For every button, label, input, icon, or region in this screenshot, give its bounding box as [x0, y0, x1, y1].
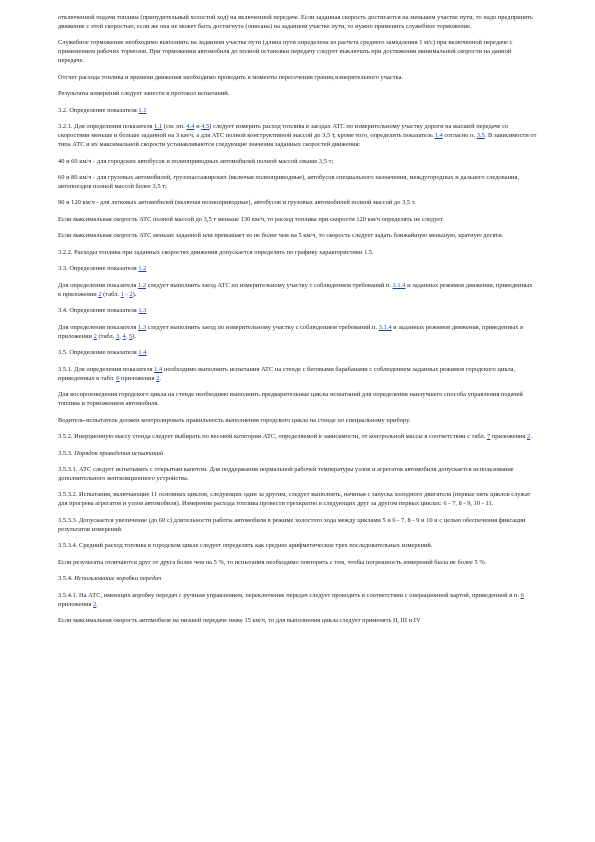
- reference-link[interactable]: 2: [526, 433, 531, 441]
- paragraph-text: 3.5. Определение показателя: [58, 349, 139, 357]
- paragraph-p18: [58, 366, 537, 384]
- paragraph-p23: [58, 466, 537, 484]
- paragraph-text: приложения: [490, 433, 527, 441]
- paragraph-text: 40 и 60 км/ч - для городских автобусов и полноприводных автомобилей полной массой свыше 3,5 т;: [58, 157, 334, 165]
- paragraph-text: 3.2.2. Расходы топлива при заданных скоростях движения допускается определять по графику характеристики 1.5.: [58, 248, 374, 256]
- reference-link[interactable]: 3: [116, 332, 120, 340]
- paragraph-text: ).: [132, 290, 137, 298]
- paragraph-text: -: [123, 290, 130, 298]
- paragraph-text: (табл.: [96, 332, 117, 340]
- paragraph-text: Для определения показателя: [58, 323, 138, 331]
- paragraph-p08: [58, 174, 537, 192]
- paragraph-text: ).: [132, 332, 137, 340]
- paragraph-p04: [58, 90, 537, 99]
- paragraph-p19: [58, 391, 537, 409]
- paragraph-text: 3.2. Определение показателя: [58, 106, 139, 114]
- section-heading-italic: Порядок проведения испытаний: [74, 449, 164, 457]
- paragraph-text: и: [194, 123, 202, 131]
- paragraph-p22: [58, 450, 537, 459]
- reference-link[interactable]: 5: [129, 332, 133, 340]
- paragraph-p29: [58, 592, 537, 610]
- paragraph-text: необходимо выполнить испытания АТС на стенде с беговыми барабанами с соблюдением заданных режимов городского цикла, приведенных в табл.: [58, 365, 516, 382]
- reference-link[interactable]: 1.3: [137, 323, 147, 331]
- paragraph-p25: [58, 517, 537, 535]
- paragraph-text: . В зависимости от типа АТС и их максимальной скорости устанавливаются следующие значения заданных скоростей движения:: [58, 132, 537, 149]
- paragraph-text: 3.5.3.4. Средний расход топлива в городском цикле следует определять как среднее арифметическое трех последовательных измерений.: [58, 542, 433, 550]
- reference-link[interactable]: 6: [116, 374, 120, 382]
- paragraph-text: ,: [119, 332, 123, 340]
- reference-link[interactable]: 1.4: [434, 132, 443, 140]
- paragraph-text: .: [159, 374, 162, 382]
- paragraph-p21: [58, 433, 537, 442]
- paragraph-text: (табл.: [101, 290, 121, 298]
- paragraph-text: 90 и 120 км/ч - для легковых автомобилей (включая полноприводные), автобусов и грузовых автомобилей полной массой до 3,5 т.: [58, 199, 416, 207]
- paragraph-text: Отсчет расхода топлива и времени движения необходимо проводить в моменты пересечения границ измерительного участка.: [58, 73, 404, 81]
- paragraph-text: 3.2.1. Для определения показателя: [58, 123, 155, 131]
- reference-link[interactable]: 1.2: [137, 281, 147, 289]
- reference-link[interactable]: 6: [520, 591, 524, 599]
- reference-link[interactable]: 2: [129, 290, 133, 298]
- reference-link[interactable]: 2: [93, 332, 97, 340]
- reference-link[interactable]: 3.5: [476, 132, 485, 140]
- paragraph-p17: [58, 349, 537, 358]
- reference-link[interactable]: 2: [98, 290, 102, 298]
- paragraph-text: (см. пп.: [162, 123, 187, 131]
- paragraph-p11: [58, 232, 537, 241]
- paragraph-text: 3.4. Определение показателя: [58, 307, 139, 315]
- paragraph-text: и заданных режимов движения, приведенных в приложении: [58, 323, 524, 340]
- paragraph-p01: [58, 14, 537, 32]
- paragraph-p02: [58, 39, 537, 66]
- reference-link[interactable]: 1.2: [138, 265, 147, 273]
- paragraph-p07: [58, 158, 537, 167]
- paragraph-text: 3.5.3.2. Испытания, включающие 11 основных циклов, следующих один за другим, следует выполнять, начиная с запуска холодного двигателя (первые пять циклов служат для прогрева агрегатов и узлов автомобиля). Измерения расхода топлива провести трехкратно в следующих друг за другом первых циклах: 6 - 7, 8 - 9, 10 - 11.: [58, 491, 531, 508]
- paragraph-text: Результаты измерений следует занести в протокол испытаний.: [58, 90, 230, 98]
- paragraph-p27: [58, 559, 537, 568]
- paragraph-p13: [58, 265, 537, 274]
- paragraph-text: .: [96, 600, 99, 608]
- section-heading-italic: Использование коробки передач: [74, 575, 162, 583]
- paragraph-text: Если максимальная скорость АТС полной массой до 3,5 т меньше 130 км/ч, то расход топлива при скорости 120 км/ч определять не следует.: [58, 215, 445, 223]
- paragraph-text: 60 и 80 км/ч - для грузовых автомобилей, грузопассажирских (включая полноприводные), автобусов специального назначения, междугородных и дальнего следования, автопоездов полной массой более 3,5 т;: [58, 174, 520, 190]
- paragraph-text: Если максимальная скорость автомобиля на низшей передаче ниже 15 км/ч, то для выполнения цикла следует применять II, III и IV: [58, 617, 421, 625]
- paragraph-p30: [58, 617, 537, 626]
- reference-link[interactable]: 1.1: [154, 123, 163, 131]
- paragraph-text: и заданных режимов движения, приведенных в приложении: [58, 281, 533, 298]
- reference-link[interactable]: 3.1.4: [392, 281, 406, 289]
- reference-link[interactable]: 1.4: [138, 349, 147, 357]
- reference-link[interactable]: 4: [122, 332, 126, 340]
- paragraph-p14: [58, 282, 537, 300]
- reference-link[interactable]: 4.5: [201, 123, 210, 131]
- paragraph-text: приложения: [58, 600, 94, 608]
- paragraph-text: Если максимальная скорость АТС меньше заданной или превышает ее не более чем на 5 км/ч, то скорость следует задать ближайшую меньшую, кратную десяти.: [58, 232, 504, 240]
- paragraph-p06: [58, 123, 537, 150]
- paragraph-text: приложения: [119, 374, 157, 382]
- paragraph-text: 3.5.3.1. АТС следует испытывать с открытым капотом. Для поддержания нормальной рабочей температуры узлов и агрегатов автомобиля допускается использование дополнительного вентиляционного устройства.: [58, 466, 514, 482]
- paragraph-p10: [58, 216, 537, 225]
- paragraph-p28: [58, 575, 537, 584]
- paragraph-text: 3.5.3.: [58, 449, 75, 457]
- paragraph-text: 3.5.4.: [58, 575, 75, 583]
- paragraph-p12: [58, 249, 537, 258]
- reference-link[interactable]: 4.4: [186, 123, 195, 131]
- paragraph-p16: [58, 324, 537, 342]
- reference-link[interactable]: 2: [156, 374, 160, 382]
- paragraph-text: ,: [125, 332, 130, 340]
- paragraph-text: 3.5.2. Инерционную массу стенда следует выбирать по весовой категории АТС, определяемой в зависимости, от контрольной массы в соответствии с табл.: [58, 433, 487, 441]
- paragraph-text: 3.5.3.3. Допускается увеличение (до 60 с) длительности работы автомобиля в режиме холостого хода между циклами 5 и 6 - 7, 8 - 9 и 10 и с целью обеспечения фиксации результатов измерений.: [58, 516, 526, 533]
- paragraph-text: Водитель-испытатель должен контролировать правильность выполнения городского цикла на стенде по специальному прибору.: [58, 416, 411, 424]
- paragraph-text: 3.5.4.1. На АТС, имеющих коробку передач с ручным управлением, переключение передач следует проводить в соответствии с операционной картой, приведенной в п.: [58, 591, 521, 599]
- paragraph-p24: [58, 491, 537, 509]
- paragraph-p15: [58, 307, 537, 316]
- reference-link[interactable]: 1.1: [138, 106, 147, 114]
- paragraph-text: .: [530, 433, 532, 441]
- paragraph-text: следует выполнить заезд АТС по измерительному участку с соблюдением требований п.: [146, 281, 393, 289]
- reference-link[interactable]: 1: [120, 290, 124, 298]
- paragraph-text: отключенной подачи топлива (принудительный холостой ход) на включенной передаче. Если заданная скорость достигается на меньшем участке пути, то надо предпринять движение с этой скоростью, если же она не может быть достигнута (описана) на заданном участке пути, то нужно применить служебное торможение.: [58, 14, 533, 30]
- paragraph-text: Если результаты отличаются друг от друга более чем на 5 %, то испытания необходимо повторить с тем, чтобы погрешность измерений была не более 5 %.: [58, 558, 487, 566]
- paragraph-text: 3.5.1. Для определения показателя: [58, 365, 155, 373]
- reference-link[interactable]: 1.4: [154, 365, 163, 373]
- paragraph-text: 3.3. Определение показателя: [58, 265, 139, 273]
- paragraph-p26: [58, 542, 537, 551]
- paragraph-text: Для воспроизведения городского цикла на стенде необходимо выполнить предварительные циклы испытаний для определения наилучшего способа управления подачей топлива и торможением автомобиля.: [58, 391, 523, 408]
- paragraph-p09: [58, 199, 537, 208]
- reference-link[interactable]: 2: [93, 600, 97, 608]
- paragraph-text: согласно п.: [442, 132, 477, 140]
- paragraph-text: Служебное торможение необходимо выполнять на заданном участке пути (длина пути определена из расчета среднего замедления 1 м/с) при включенной передаче с применением рабочих тормозов. При торможении автомобиля до полной остановки передачу следует выключать при достижении минимальной скорости на данной передаче.: [58, 39, 513, 65]
- reference-link[interactable]: 7: [486, 433, 491, 441]
- reference-link[interactable]: 1.3: [138, 307, 147, 315]
- paragraph-p20: [58, 417, 537, 426]
- paragraph-text: ) следует измерить расход топлива в заездах АТС по измерительному участку дороги на высшей передаче со скоростями меньше и больше заданной на 3 км/ч, а для АТС полной конструктивной массой до 3,5 т, кроме того, определить показатель: [58, 123, 509, 140]
- paragraph-p03: [58, 74, 537, 83]
- paragraph-text: Для определения показателя: [58, 281, 138, 289]
- paragraph-text: следует выполнить заезд по измерительному участку с соблюдением требований п.: [146, 323, 379, 331]
- paragraph-p05: [58, 107, 537, 116]
- reference-link[interactable]: 3.1.4: [378, 323, 392, 331]
